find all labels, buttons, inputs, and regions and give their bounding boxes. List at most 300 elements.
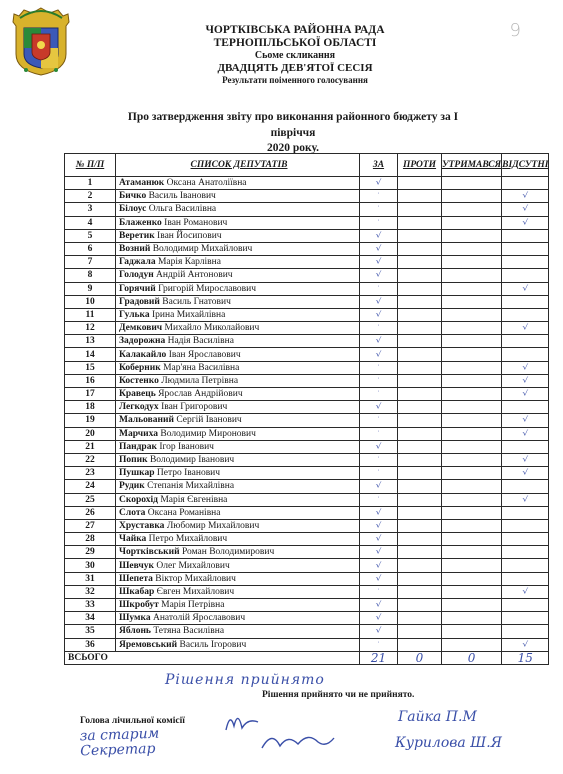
deputy-name bbox=[116, 453, 360, 466]
vote-cell-for bbox=[360, 625, 398, 638]
deputy-surname: Горячий bbox=[119, 283, 156, 294]
pen-dot-icon: ˙ bbox=[377, 586, 380, 596]
row-number: 12 bbox=[65, 322, 116, 335]
vote-cell-for bbox=[360, 335, 398, 348]
council-name: ЧОРТКІВСЬКА РАЙОННА РАДА bbox=[205, 24, 385, 36]
deputy-surname: Шевчук bbox=[119, 560, 154, 571]
deputy-given-names: Оксана Романівна bbox=[147, 507, 221, 518]
checkmark-icon: √ bbox=[375, 548, 382, 557]
deputy-name bbox=[116, 269, 360, 282]
pen-dot-icon: ˙ bbox=[377, 639, 380, 649]
vote-cell-for bbox=[360, 612, 398, 625]
deputy-given-names: Любомир Михайлович bbox=[166, 520, 260, 531]
deputy-name bbox=[116, 401, 360, 414]
vote-cell-against bbox=[398, 282, 442, 295]
deputy-given-names: Степанія Михайлівна bbox=[147, 481, 235, 492]
table-row bbox=[65, 374, 549, 387]
pen-dot-icon: ˙ bbox=[377, 494, 380, 504]
pencil-page-mark: 9 bbox=[509, 20, 521, 41]
deputy-name bbox=[116, 533, 360, 546]
vote-cell-for bbox=[360, 427, 398, 440]
deputy-name bbox=[116, 335, 360, 348]
checkmark-icon: √ bbox=[375, 179, 382, 188]
deputy-given-names: Ігор Іванович bbox=[159, 441, 214, 452]
table-row bbox=[65, 401, 549, 414]
deputy-name bbox=[116, 506, 360, 519]
deputy-given-names: Віктор Михайлович bbox=[155, 573, 236, 584]
vote-cell-against bbox=[398, 177, 442, 190]
table-row bbox=[65, 177, 549, 190]
vote-cell-against bbox=[398, 256, 442, 269]
vote-cell-abstain bbox=[442, 440, 502, 453]
session-title: ДВАДЦЯТЬ ДЕВ'ЯТОЇ СЕСІЯ bbox=[217, 61, 373, 74]
table-row bbox=[65, 282, 549, 295]
vote-cell-for bbox=[360, 599, 398, 612]
vote-cell-absent bbox=[502, 546, 549, 559]
vote-cell-abstain bbox=[442, 216, 502, 229]
vote-cell-abstain bbox=[442, 322, 502, 335]
table-row bbox=[65, 612, 549, 625]
checkmark-icon: √ bbox=[375, 337, 382, 346]
deputy-surname: Пушкар bbox=[119, 468, 155, 479]
vote-cell-for bbox=[360, 203, 398, 216]
deputy-given-names: Іван Григорович bbox=[161, 402, 228, 413]
deputy-given-names: Оксана Анатоліївна bbox=[166, 178, 247, 189]
pen-dot-icon: ˙ bbox=[377, 455, 380, 465]
deputy-surname: Хруставка bbox=[119, 520, 165, 531]
deputy-name bbox=[116, 374, 360, 387]
document-header bbox=[160, 24, 430, 85]
deputy-name bbox=[116, 480, 360, 493]
table-row bbox=[65, 295, 549, 308]
table-row bbox=[65, 467, 549, 480]
vote-cell-abstain bbox=[442, 401, 502, 414]
handwritten-name-1: Гайка П.М bbox=[398, 709, 477, 725]
vote-cell-against bbox=[398, 374, 442, 387]
deputy-name bbox=[116, 388, 360, 401]
deputy-name bbox=[116, 348, 360, 361]
checkmark-icon: √ bbox=[522, 587, 529, 596]
vote-cell-abstain bbox=[442, 638, 502, 651]
vote-cell-abstain bbox=[442, 559, 502, 572]
pen-dot-icon: ˙ bbox=[377, 389, 380, 399]
deputy-given-names: Іван Йосипович bbox=[157, 230, 222, 241]
deputy-surname: Бичко bbox=[119, 191, 147, 202]
row-number: 16 bbox=[65, 374, 116, 387]
deputy-name bbox=[116, 190, 360, 203]
row-number: 1 bbox=[65, 177, 116, 190]
deputy-given-names: Володимир Михайлович bbox=[152, 244, 253, 255]
document-type: Результати поіменного голосування bbox=[222, 74, 368, 85]
checkmark-icon: √ bbox=[375, 271, 382, 280]
checkmark-icon: √ bbox=[375, 258, 382, 267]
deputy-given-names: Ірина Михайлівна bbox=[152, 309, 226, 320]
table-row bbox=[65, 572, 549, 585]
row-number: 5 bbox=[65, 229, 116, 242]
deputy-surname: Градовий bbox=[119, 296, 160, 307]
table-row bbox=[65, 256, 549, 269]
deputy-given-names: Григорій Мирославович bbox=[158, 283, 257, 294]
row-number: 7 bbox=[65, 256, 116, 269]
deputy-name bbox=[116, 308, 360, 321]
deputy-surname: Возний bbox=[119, 244, 151, 255]
deputy-given-names: Надія Василівна bbox=[167, 336, 234, 347]
row-number: 21 bbox=[65, 440, 116, 453]
vote-cell-absent bbox=[502, 374, 549, 387]
vote-cell-absent bbox=[502, 440, 549, 453]
vote-cell-absent bbox=[502, 282, 549, 295]
deputy-given-names: Василь Гнатович bbox=[162, 296, 231, 307]
row-number: 11 bbox=[65, 308, 116, 321]
totals-label: ВСЬОГО bbox=[65, 651, 360, 664]
table-row bbox=[65, 414, 549, 427]
row-number: 15 bbox=[65, 361, 116, 374]
checkmark-icon: √ bbox=[522, 324, 529, 333]
table-row bbox=[65, 322, 549, 335]
deputy-given-names: Іван Ярославович bbox=[168, 349, 241, 360]
deputy-surname: Костенко bbox=[119, 375, 159, 386]
column-for: ЗА bbox=[360, 154, 398, 177]
row-number: 19 bbox=[65, 414, 116, 427]
total-abstain: 0 bbox=[442, 651, 502, 664]
checkmark-icon: √ bbox=[522, 640, 529, 649]
deputy-name bbox=[116, 242, 360, 255]
vote-cell-abstain bbox=[442, 388, 502, 401]
vote-cell-for bbox=[360, 506, 398, 519]
checkmark-icon: √ bbox=[522, 205, 529, 214]
deputy-given-names: Петро Михайлович bbox=[148, 534, 228, 545]
checkmark-icon: √ bbox=[522, 376, 529, 385]
vote-cell-absent bbox=[502, 388, 549, 401]
subject-line-2: 2020 року. bbox=[267, 142, 319, 155]
deputy-given-names: Тетяна Василівна bbox=[153, 626, 225, 637]
checkmark-icon: √ bbox=[375, 442, 382, 451]
vote-cell-against bbox=[398, 599, 442, 612]
checkmark-icon: √ bbox=[375, 350, 382, 359]
deputy-given-names: Сергій Іванович bbox=[176, 415, 242, 426]
vote-cell-against bbox=[398, 493, 442, 506]
deputy-surname: Атаманюк bbox=[119, 178, 165, 189]
secretary-line-1: за старим bbox=[79, 725, 160, 745]
subject-line-1: Про затвердження звіту про виконання районного бюджету за І півріччя bbox=[127, 111, 459, 139]
checkmark-icon: √ bbox=[375, 561, 382, 570]
row-number: 26 bbox=[65, 506, 116, 519]
table-row bbox=[65, 269, 549, 282]
vote-cell-absent bbox=[502, 467, 549, 480]
row-number: 24 bbox=[65, 480, 116, 493]
vote-cell-abstain bbox=[442, 229, 502, 242]
vote-cell-abstain bbox=[442, 374, 502, 387]
row-number: 34 bbox=[65, 612, 116, 625]
vote-cell-absent bbox=[502, 335, 549, 348]
row-number: 28 bbox=[65, 533, 116, 546]
vote-cell-absent bbox=[502, 533, 549, 546]
deputy-surname: Білоус bbox=[119, 204, 147, 215]
vote-cell-abstain bbox=[442, 256, 502, 269]
decision-statement: Рішення прийнято чи не прийнято. bbox=[262, 690, 415, 700]
vote-cell-abstain bbox=[442, 585, 502, 598]
handwritten-secretary bbox=[79, 727, 160, 761]
vote-cell-against bbox=[398, 533, 442, 546]
vote-cell-abstain bbox=[442, 533, 502, 546]
column-number: № П/П bbox=[65, 154, 116, 177]
vote-cell-against bbox=[398, 427, 442, 440]
totals-row bbox=[65, 651, 549, 664]
handwritten-name-2: Курилова Ш.Я bbox=[395, 735, 502, 751]
vote-cell-abstain bbox=[442, 269, 502, 282]
row-number: 25 bbox=[65, 493, 116, 506]
pen-dot-icon: ˙ bbox=[377, 217, 380, 227]
total-against: 0 bbox=[398, 651, 442, 664]
vote-cell-against bbox=[398, 585, 442, 598]
table-row bbox=[65, 585, 549, 598]
vote-cell-abstain bbox=[442, 295, 502, 308]
vote-cell-for bbox=[360, 229, 398, 242]
vote-cell-abstain bbox=[442, 282, 502, 295]
vote-cell-against bbox=[398, 269, 442, 282]
pen-dot-icon: ˙ bbox=[377, 375, 380, 385]
table-header-row bbox=[65, 154, 549, 177]
vote-cell-for bbox=[360, 401, 398, 414]
pen-dot-icon: ˙ bbox=[377, 191, 380, 201]
row-number: 13 bbox=[65, 335, 116, 348]
deputy-name bbox=[116, 572, 360, 585]
vote-cell-abstain bbox=[442, 546, 502, 559]
deputy-surname: Шкробут bbox=[119, 600, 159, 611]
table-row bbox=[65, 519, 549, 532]
vote-cell-for bbox=[360, 559, 398, 572]
checkmark-icon: √ bbox=[522, 218, 529, 227]
vote-cell-against bbox=[398, 612, 442, 625]
deputy-given-names: Андрій Антонович bbox=[156, 270, 233, 281]
deputy-given-names: Євген Михайлович bbox=[156, 586, 235, 597]
checkmark-icon: √ bbox=[375, 508, 382, 517]
row-number: 8 bbox=[65, 269, 116, 282]
table-row bbox=[65, 242, 549, 255]
vote-cell-absent bbox=[502, 229, 549, 242]
vote-cell-abstain bbox=[442, 625, 502, 638]
checkmark-icon: √ bbox=[375, 245, 382, 254]
table-row bbox=[65, 533, 549, 546]
vote-cell-absent bbox=[502, 361, 549, 374]
table-row bbox=[65, 493, 549, 506]
vote-cell-absent bbox=[502, 480, 549, 493]
row-number: 27 bbox=[65, 519, 116, 532]
deputy-given-names: Іван Романович bbox=[164, 217, 228, 228]
deputy-surname: Коберник bbox=[119, 362, 161, 373]
vote-cell-absent bbox=[502, 612, 549, 625]
vote-cell-against bbox=[398, 361, 442, 374]
deputy-given-names: Людмила Петрівна bbox=[161, 375, 239, 386]
row-number: 20 bbox=[65, 427, 116, 440]
deputy-name bbox=[116, 295, 360, 308]
vote-cell-absent bbox=[502, 295, 549, 308]
vote-subject bbox=[108, 110, 478, 157]
vote-cell-absent bbox=[502, 625, 549, 638]
table-row bbox=[65, 559, 549, 572]
deputy-name bbox=[116, 361, 360, 374]
vote-cell-against bbox=[398, 308, 442, 321]
deputy-given-names: Анатолій Ярославович bbox=[152, 613, 246, 624]
row-number: 29 bbox=[65, 546, 116, 559]
table-row bbox=[65, 480, 549, 493]
pen-dot-icon: ˙ bbox=[377, 204, 380, 214]
vote-cell-against bbox=[398, 335, 442, 348]
vote-cell-abstain bbox=[442, 572, 502, 585]
table-row bbox=[65, 625, 549, 638]
table-row bbox=[65, 203, 549, 216]
deputy-given-names: Василь Іванович bbox=[148, 191, 216, 202]
deputy-name bbox=[116, 585, 360, 598]
deputy-given-names: Василь Ігорович bbox=[179, 639, 247, 650]
vote-cell-abstain bbox=[442, 599, 502, 612]
deputy-surname: Чайка bbox=[119, 534, 147, 545]
checkmark-icon: √ bbox=[522, 363, 529, 372]
vote-cell-for bbox=[360, 322, 398, 335]
vote-cell-absent bbox=[502, 572, 549, 585]
vote-cell-abstain bbox=[442, 177, 502, 190]
deputy-surname: Голодун bbox=[119, 270, 154, 281]
deputy-surname: Яблонь bbox=[119, 626, 151, 637]
vote-cell-for bbox=[360, 638, 398, 651]
checkmark-icon: √ bbox=[522, 192, 529, 201]
handwritten-decision: Рішення прийнято bbox=[165, 672, 325, 688]
row-number: 22 bbox=[65, 453, 116, 466]
row-number: 30 bbox=[65, 559, 116, 572]
vote-cell-against bbox=[398, 453, 442, 466]
vote-cell-abstain bbox=[442, 414, 502, 427]
deputy-surname: Гулька bbox=[119, 309, 150, 320]
deputy-name bbox=[116, 599, 360, 612]
deputy-name bbox=[116, 546, 360, 559]
table-row bbox=[65, 427, 549, 440]
deputy-name bbox=[116, 216, 360, 229]
signature-1 bbox=[222, 708, 262, 736]
table-row bbox=[65, 190, 549, 203]
deputy-surname: Шкабар bbox=[119, 586, 155, 597]
vote-cell-against bbox=[398, 229, 442, 242]
vote-cell-against bbox=[398, 638, 442, 651]
region-name: ТЕРНОПІЛЬСЬКОЇ ОБЛАСТІ bbox=[213, 37, 377, 50]
deputy-name bbox=[116, 256, 360, 269]
vote-cell-absent bbox=[502, 203, 549, 216]
row-number: 6 bbox=[65, 242, 116, 255]
vote-cell-for bbox=[360, 467, 398, 480]
deputy-surname: Марчиха bbox=[119, 428, 158, 439]
checkmark-icon: √ bbox=[522, 469, 529, 478]
vote-cell-for bbox=[360, 546, 398, 559]
deputy-given-names: Володимир Миронович bbox=[160, 428, 256, 439]
checkmark-icon: √ bbox=[522, 456, 529, 465]
checkmark-icon: √ bbox=[375, 297, 382, 306]
vote-cell-absent bbox=[502, 453, 549, 466]
deputy-name bbox=[116, 493, 360, 506]
vote-cell-absent bbox=[502, 256, 549, 269]
vote-cell-for bbox=[360, 177, 398, 190]
row-number: 23 bbox=[65, 467, 116, 480]
row-number: 9 bbox=[65, 282, 116, 295]
table-row bbox=[65, 216, 549, 229]
checkmark-icon: √ bbox=[522, 284, 529, 293]
checkmark-icon: √ bbox=[522, 429, 529, 438]
vote-cell-against bbox=[398, 348, 442, 361]
deputy-name bbox=[116, 229, 360, 242]
vote-cell-against bbox=[398, 216, 442, 229]
row-number: 31 bbox=[65, 572, 116, 585]
deputy-name bbox=[116, 203, 360, 216]
vote-cell-against bbox=[398, 625, 442, 638]
vote-cell-for bbox=[360, 308, 398, 321]
checkmark-icon: √ bbox=[375, 601, 382, 610]
vote-cell-abstain bbox=[442, 467, 502, 480]
vote-cell-absent bbox=[502, 308, 549, 321]
deputy-name bbox=[116, 638, 360, 651]
deputy-name bbox=[116, 519, 360, 532]
deputy-surname: Задорожна bbox=[119, 336, 166, 347]
vote-cell-for bbox=[360, 361, 398, 374]
pen-dot-icon: ˙ bbox=[377, 323, 380, 333]
deputy-surname: Яремовський bbox=[119, 639, 178, 650]
table-row bbox=[65, 361, 549, 374]
vote-cell-against bbox=[398, 572, 442, 585]
vote-cell-absent bbox=[502, 177, 549, 190]
deputy-name bbox=[116, 625, 360, 638]
roll-call-table bbox=[64, 153, 549, 665]
vote-cell-for bbox=[360, 453, 398, 466]
checkmark-icon: √ bbox=[375, 614, 382, 623]
vote-cell-absent bbox=[502, 638, 549, 651]
deputies-list bbox=[65, 177, 549, 652]
vote-cell-against bbox=[398, 559, 442, 572]
vote-cell-for bbox=[360, 585, 398, 598]
deputy-surname: Попик bbox=[119, 455, 148, 466]
checkmark-icon: √ bbox=[375, 574, 382, 583]
vote-cell-for bbox=[360, 295, 398, 308]
vote-cell-for bbox=[360, 374, 398, 387]
deputy-surname: Слота bbox=[119, 507, 146, 518]
vote-cell-abstain bbox=[442, 493, 502, 506]
column-abstain: УТРИМАВСЯ bbox=[442, 154, 502, 177]
table-row bbox=[65, 348, 549, 361]
checkmark-icon: √ bbox=[522, 416, 529, 425]
vote-cell-absent bbox=[502, 414, 549, 427]
vote-cell-against bbox=[398, 467, 442, 480]
signature-2 bbox=[258, 728, 338, 754]
checkmark-icon: √ bbox=[522, 495, 529, 504]
vote-cell-absent bbox=[502, 599, 549, 612]
total-absent: 15 bbox=[502, 651, 549, 664]
convocation: Сьоме скликання bbox=[254, 50, 336, 62]
deputy-surname: Кравець bbox=[119, 389, 156, 400]
vote-cell-absent bbox=[502, 506, 549, 519]
vote-cell-for bbox=[360, 572, 398, 585]
row-number: 4 bbox=[65, 216, 116, 229]
pen-dot-icon: ˙ bbox=[377, 468, 380, 478]
vote-cell-against bbox=[398, 190, 442, 203]
vote-cell-abstain bbox=[442, 361, 502, 374]
vote-cell-abstain bbox=[442, 519, 502, 532]
vote-cell-for bbox=[360, 216, 398, 229]
deputy-surname: Пандрак bbox=[119, 441, 157, 452]
deputy-surname: Скорохід bbox=[119, 494, 158, 505]
vote-cell-against bbox=[398, 203, 442, 216]
table-row bbox=[65, 453, 549, 466]
deputy-given-names: Марія Карлівна bbox=[157, 257, 221, 268]
deputy-name bbox=[116, 282, 360, 295]
column-deputies: СПИСОК ДЕПУТАТІВ bbox=[116, 154, 360, 177]
pen-dot-icon: ˙ bbox=[377, 362, 380, 372]
row-number: 2 bbox=[65, 190, 116, 203]
